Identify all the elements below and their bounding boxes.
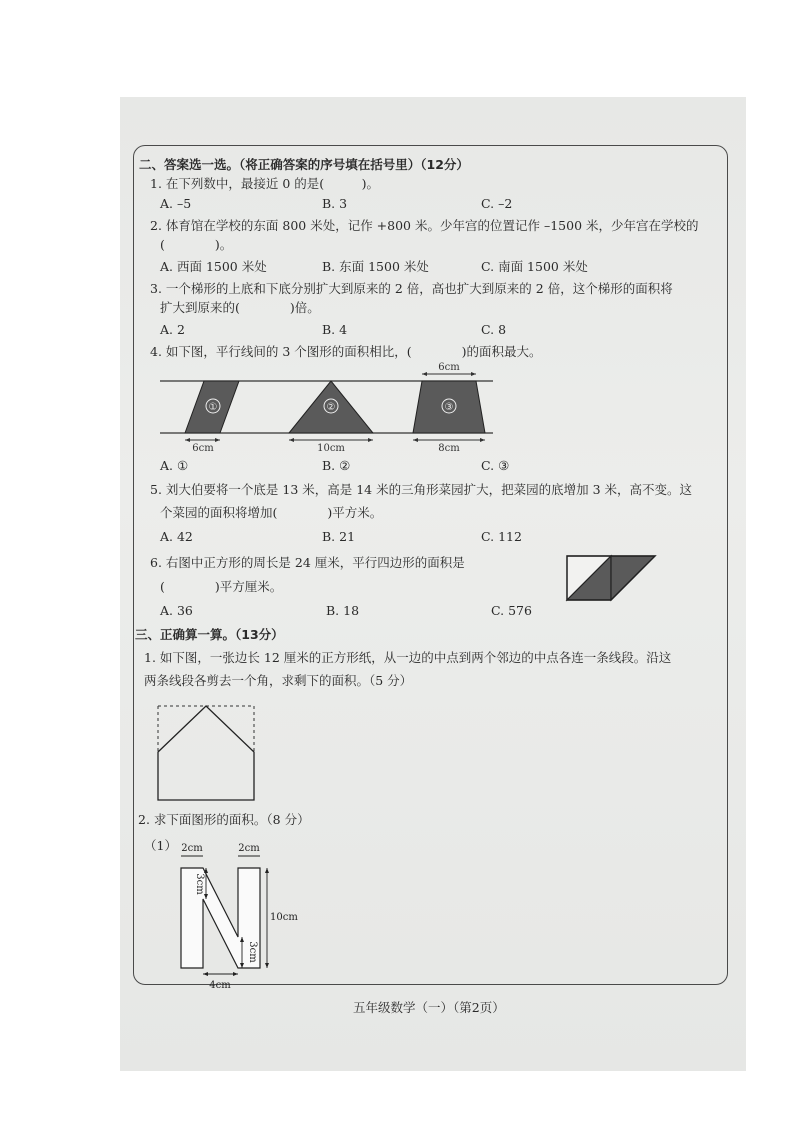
shape3-number: ③ xyxy=(444,402,454,413)
q5-option-b: B. 21 xyxy=(322,529,356,544)
q2-option-c: C. 南面 1500 米处 xyxy=(481,259,588,274)
q3-stem-line1: 3. 一个梯形的上底和下底分别扩大到原来的 2 倍，高也扩大到原来的 2 倍，这个梯形的面积将 xyxy=(150,281,673,296)
q5-option-a: A. 42 xyxy=(160,529,193,544)
q5-option-c: C. 112 xyxy=(481,529,522,544)
s3-q2-figure xyxy=(175,838,315,993)
shape1-base-label: 6cm xyxy=(192,443,214,454)
q3-option-b: B. 4 xyxy=(322,322,348,337)
section2-heading: 二、答案选一选。（将正确答案的序号填在括号里）（12分） xyxy=(139,157,469,172)
shape3-top-label: 6cm xyxy=(438,362,460,373)
s3-q1-figure xyxy=(158,706,256,802)
q6-figure xyxy=(567,556,657,602)
q2-option-b: B. 东面 1500 米处 xyxy=(322,259,429,274)
q5-stem-line2: 个菜园的面积将增加( )平方米。 xyxy=(160,505,383,520)
shape1-number: ① xyxy=(208,402,218,413)
shape3-bottom-label: 8cm xyxy=(438,443,460,454)
bottom-dim: 4cm xyxy=(209,980,231,991)
q1-option-a: A. –5 xyxy=(160,196,192,211)
s3-q2-stem: 2. 求下面图形的面积。（8 分） xyxy=(138,812,310,827)
q6-option-a: A. 36 xyxy=(160,603,193,618)
q4-option-a: A. ① xyxy=(160,458,189,473)
q3-stem-line2: 扩大到原来的( )倍。 xyxy=(160,300,320,315)
q6-option-b: B. 18 xyxy=(326,603,360,618)
q4-option-b: B. ② xyxy=(322,458,351,473)
q1-option-c: C. –2 xyxy=(481,196,513,211)
page-footer: 五年级数学（一）（第2页） xyxy=(353,1000,505,1015)
q6-stem-line1: 6. 右图中正方形的周长是 24 厘米，平行四边形的面积是 xyxy=(150,555,465,570)
section3-heading: 三、正确算一算。（13分） xyxy=(135,627,284,642)
q1-stem: 1. 在下列数中，最接近 0 的是( )。 xyxy=(150,176,380,191)
q5-stem-line1: 5. 刘大伯要将一个底是 13 米，高是 14 米的三角形菜园扩大，把菜园的底增加 3 米，高不变。这 xyxy=(150,482,693,497)
s3-q1-stem-line2: 两条线段各剪去一个角，求剩下的面积。（5 分） xyxy=(144,673,413,688)
q6-stem-line2: ( )平方厘米。 xyxy=(160,579,283,594)
shape2-base-label: 10cm xyxy=(317,443,345,454)
shape2-number: ② xyxy=(326,402,336,413)
q4-figure xyxy=(160,360,500,455)
top-left-dim: 2cm xyxy=(181,843,203,854)
s3-q1-stem-line1: 1. 如下图，一张边长 12 厘米的正方形纸，从一边的中点到两个邻边的中点各连一条线段。沿这 xyxy=(144,650,672,665)
right-side-dim: 3cm xyxy=(247,941,258,963)
q3-option-a: A. 2 xyxy=(160,322,185,337)
q2-stem-line2: ( )。 xyxy=(160,237,233,252)
remaining-pentagon xyxy=(158,706,254,800)
q2-option-a: A. 西面 1500 米处 xyxy=(160,259,267,274)
q2-stem-line1: 2. 体育馆在学校的东面 800 米处，记作 +800 米。少年宫的位置记作 –1500 米，少年宫在学校的 xyxy=(150,218,699,233)
left-side-dim: 3cm xyxy=(194,873,205,895)
top-right-dim: 2cm xyxy=(238,843,260,854)
s3-q2-subnumber: （1） xyxy=(144,838,177,853)
q4-option-c: C. ③ xyxy=(481,458,510,473)
q6-option-c: C. 576 xyxy=(491,603,532,618)
q3-option-c: C. 8 xyxy=(481,322,507,337)
q4-stem: 4. 如下图，平行线间的 3 个图形的面积相比，( )的面积最大。 xyxy=(150,344,542,359)
height-dim: 10cm xyxy=(270,912,298,923)
q1-option-b: B. 3 xyxy=(322,196,348,211)
